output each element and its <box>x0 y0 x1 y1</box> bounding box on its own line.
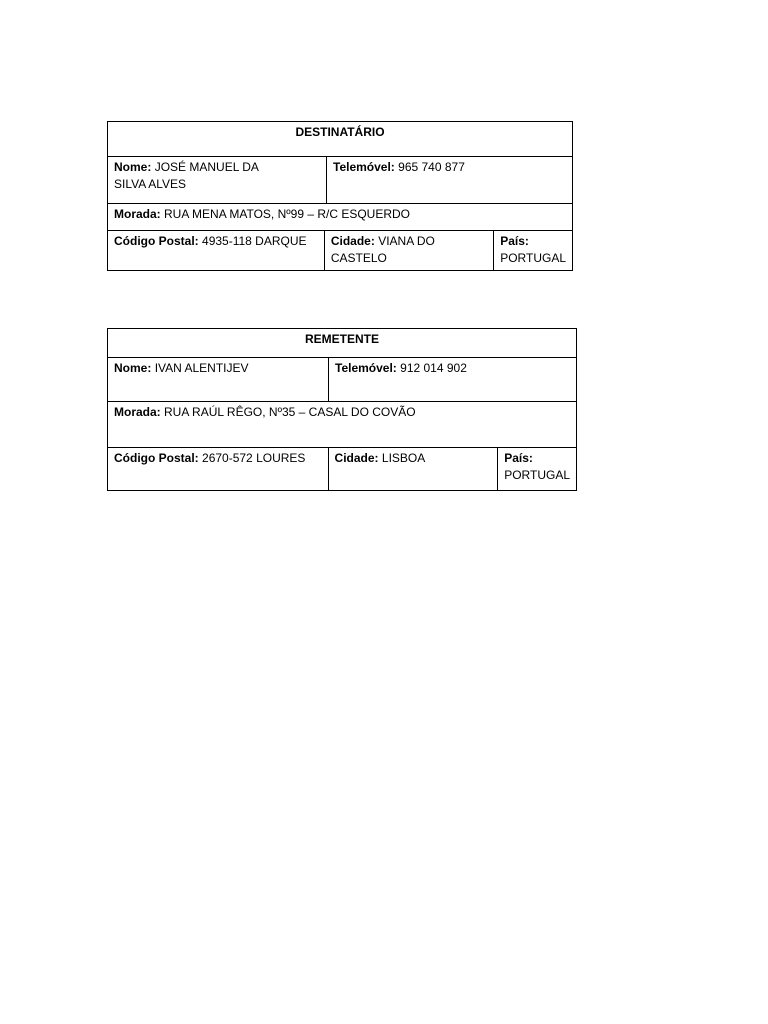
nome-value-line2: SILVA ALVES <box>114 177 187 191</box>
cidade-label: Cidade: <box>334 451 379 465</box>
remetente-header-row <box>108 329 576 357</box>
destinatario-title: DESTINATÁRIO <box>295 125 385 139</box>
codigo-postal-value: 4935-118 DARQUE <box>202 234 307 248</box>
destinatario-codigo-cell <box>108 231 324 270</box>
nome-value: IVAN ALENTIJEV <box>154 361 249 375</box>
morada-value: RUA RAÚL RÊGO, Nº35 – CASAL DO COVÃO <box>164 405 416 419</box>
remetente-morada-row <box>108 401 576 447</box>
codigo-postal-label: Código Postal: <box>114 234 199 248</box>
remetente-nome-cell <box>108 358 328 401</box>
cidade-value: VIANA DO CASTELO <box>330 234 435 265</box>
remetente-morada-cell <box>108 402 576 447</box>
telemovel-value: 912 014 902 <box>400 361 467 375</box>
remetente-telemovel-cell <box>328 358 576 401</box>
remetente-pais-cell <box>497 448 576 490</box>
telemovel-label: Telemóvel: <box>335 361 397 375</box>
codigo-postal-value: 2670-572 LOURES <box>202 451 306 465</box>
destinatario-telemovel-cell <box>326 157 572 203</box>
telemovel-label: Telemóvel: <box>333 160 395 174</box>
cidade-value: LISBOA <box>381 451 426 465</box>
destinatario-codigo-row <box>108 230 572 270</box>
destinatario-morada-row <box>108 203 572 230</box>
morada-label: Morada: <box>114 405 161 419</box>
pais-value: PORTUGAL <box>500 251 566 265</box>
destinatario-nome-cell <box>108 157 326 203</box>
pais-value: PORTUGAL <box>504 468 570 482</box>
destinatario-header-row <box>108 122 572 156</box>
telemovel-value: 965 740 877 <box>398 160 465 174</box>
destinatario-pais-cell <box>493 231 572 270</box>
nome-label: Nome: <box>114 361 152 375</box>
remetente-codigo-cell <box>108 448 328 490</box>
destinatario-cidade-cell <box>324 231 493 270</box>
morada-label: Morada: <box>114 207 161 221</box>
destinatario-table <box>107 121 573 271</box>
cidade-label: Cidade: <box>330 234 375 248</box>
destinatario-name-row <box>108 156 572 203</box>
destinatario-morada-cell <box>108 204 572 230</box>
morada-value: RUA MENA MATOS, Nº99 – R/C ESQUERDO <box>164 207 411 221</box>
remetente-cidade-cell <box>328 448 498 490</box>
codigo-postal-label: Código Postal: <box>114 451 199 465</box>
pais-label: País: <box>504 451 533 465</box>
nome-value: JOSÉ MANUEL DA <box>154 160 259 174</box>
remetente-table <box>107 328 577 491</box>
remetente-name-row <box>108 357 576 401</box>
remetente-title: REMETENTE <box>304 332 379 346</box>
nome-label: Nome: <box>114 160 152 174</box>
pais-label: País: <box>500 234 529 248</box>
remetente-codigo-row <box>108 447 576 490</box>
